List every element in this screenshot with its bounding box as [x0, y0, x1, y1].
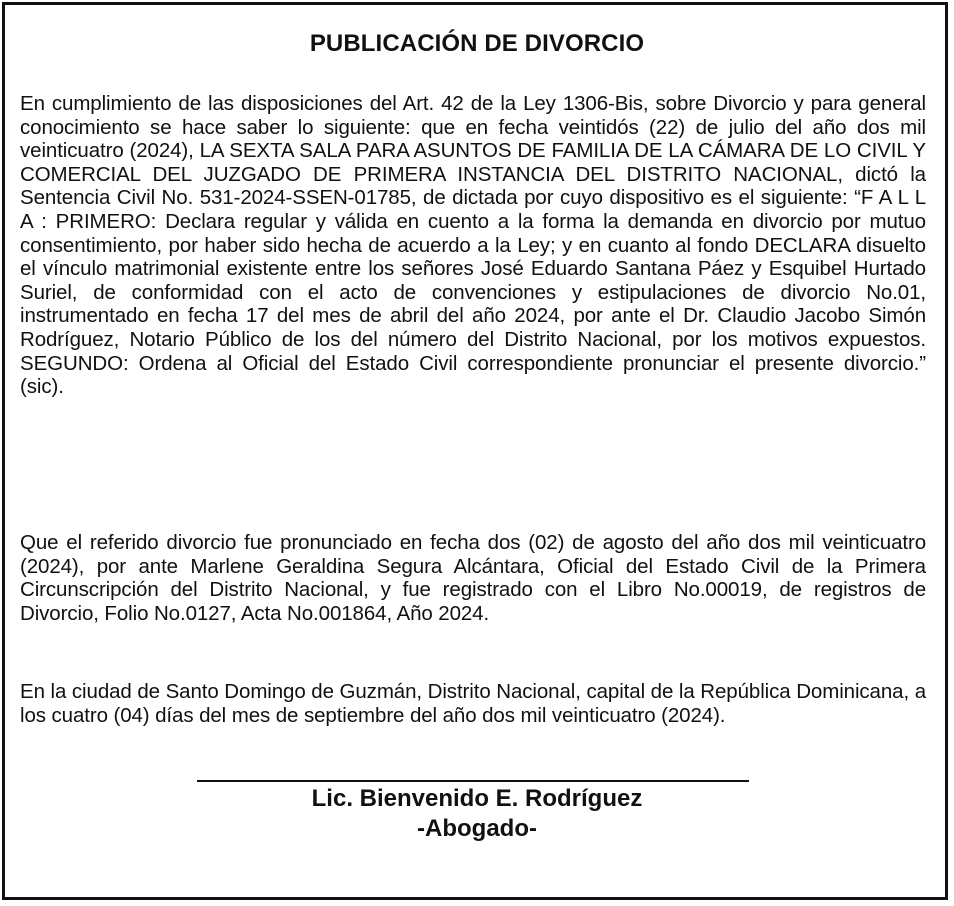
notice-title: PUBLICACIÓN DE DIVORCIO	[309, 30, 645, 57]
signature-line	[197, 780, 749, 782]
notice-paragraph-registration: Que el referido divorcio fue pronunciado en fecha dos (02) de agosto del año dos mil veinticuatro (2024), por ante Marlene Geraldina Segura Alcántara, Oficial del Estado Civil de la Primera Circunscripción del Distrito Nacional, y fue registrado con el Libro No.00019, de registros de Divorcio, Folio No.0127, Acta No.001864, Año 2024.	[20, 531, 926, 625]
notice-paragraph-ruling: En cumplimiento de las disposiciones del Art. 42 de la Ley 1306-Bis, sobre Divorcio y para general conocimiento se hace saber lo siguiente: que en fecha veintidós (22) de julio del año dos mil veinticuatro (2024), LA SEXTA SALA PARA ASUNTOS DE FAMILIA DE LA CÁMARA DE LO CIVIL Y COMERCIAL DEL JUZGADO DE PRIMERA INSTANCIA DEL DISTRITO NACIONAL, dictó la Sentencia Civil No. 531-2024-SSEN-01785, de dictada por cuyo dispositivo es el siguiente: “F A L L A : PRIMERO: Declara regular y válida en cuento a la forma la demanda en divorcio por mutuo consentimiento, por haber sido hecha de acuerdo a la Ley; y en cuanto al fondo DECLARA disuelto el vínculo matrimonial existente entre los señores José Eduardo Santana Páez y Esquibel Hurtado Suriel, de conformidad con el acto de convenciones y estipulaciones de divorcio No.01, instrumentado en fecha 17 del mes de abril del año 2024, por ante el Dr. Claudio Jacobo Simón Rodríguez, Notario Público de los del número del Distrito Nacional, por los motivos expuestos. SEGUNDO: Ordena al Oficial del Estado Civil correspondiente pronunciar el presente divorcio.” (sic).	[20, 92, 926, 399]
notice-paragraph-place-date: En la ciudad de Santo Domingo de Guzmán, Distrito Nacional, capital de la República Dominicana, a los cuatro (04) días del mes de septiembre del año dos mil veinticuatro (2024).	[20, 680, 926, 727]
signature-role: -Abogado-	[417, 815, 537, 842]
signature-name: Lic. Bienvenido E. Rodríguez	[311, 785, 643, 812]
